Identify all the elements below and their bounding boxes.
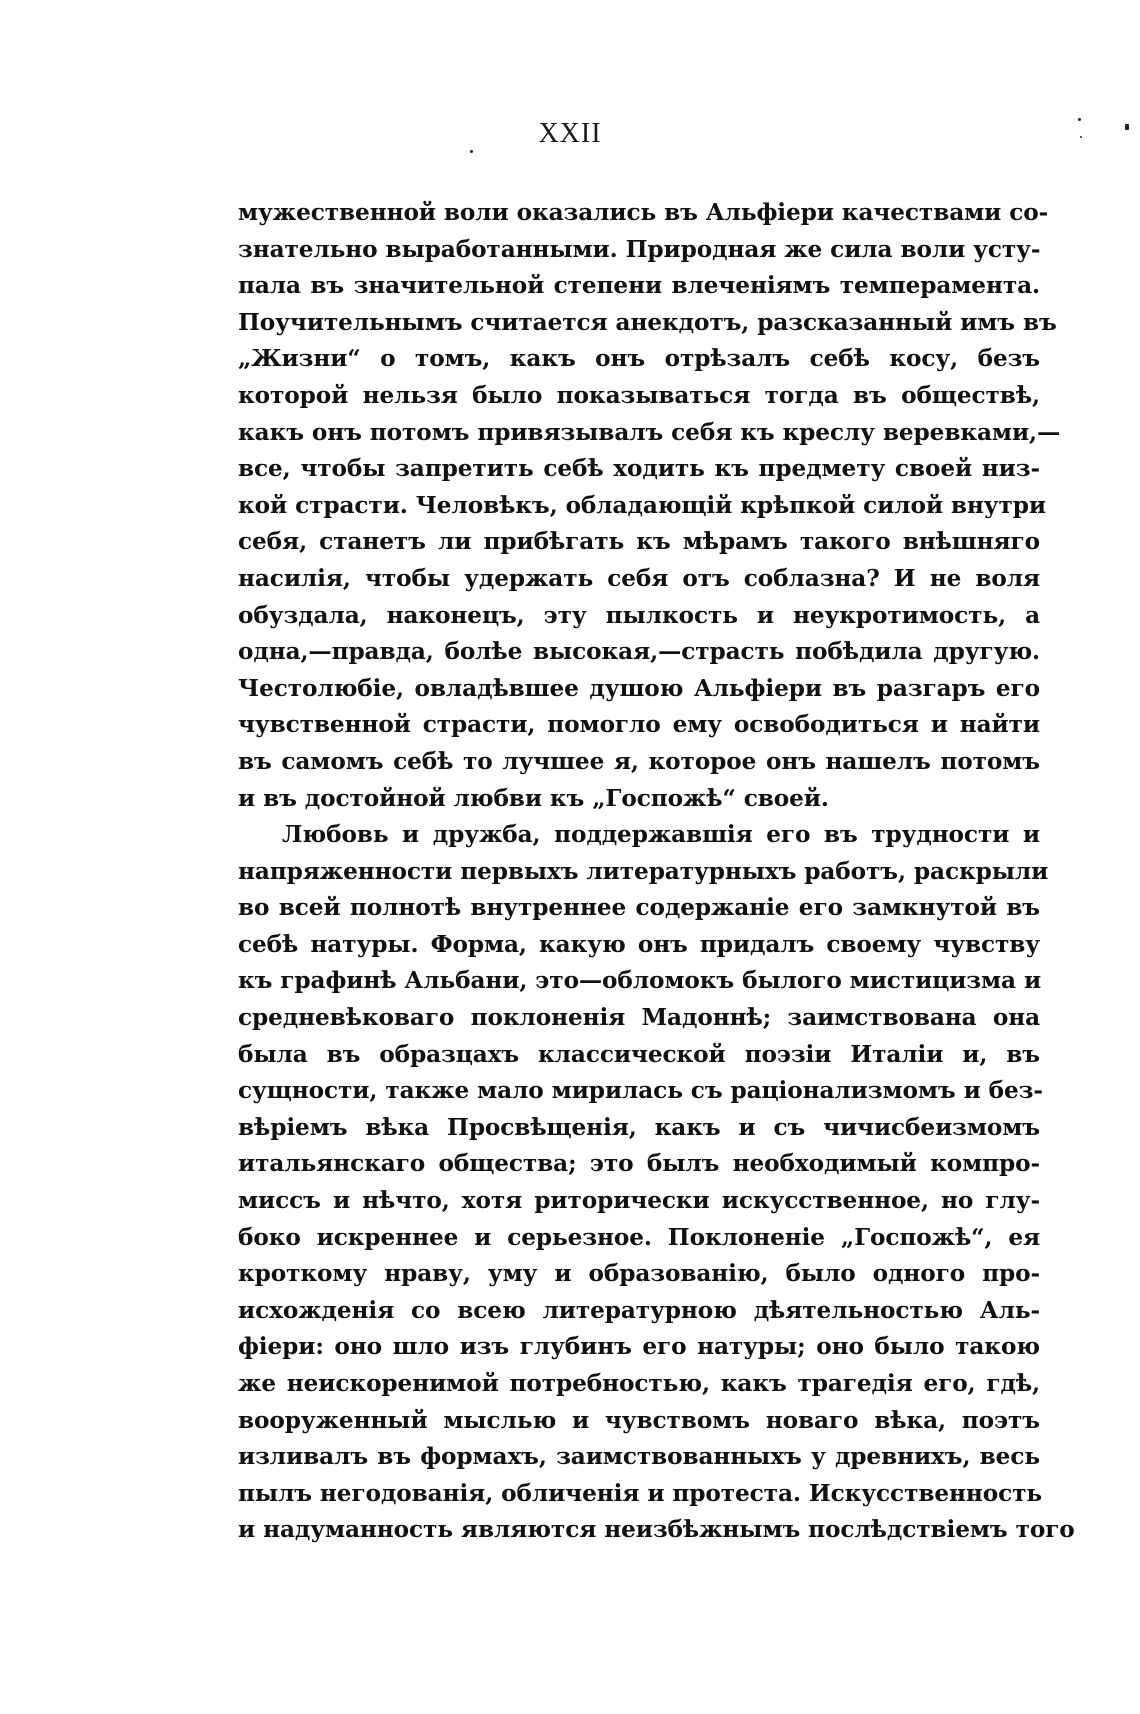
page-number: XXII — [538, 118, 602, 149]
text-line: которой нельзя было показываться тогда въ обществѣ, — [238, 381, 1040, 409]
text-line: исхожденія со всею литературною дѣятельностью Аль- — [238, 1296, 1040, 1324]
text-line: пылъ негодованія, обличенія и протеста. Искусственность — [238, 1479, 1043, 1507]
text-line: чувственной страсти, помогло ему освободиться и найти — [238, 711, 1040, 739]
text-line: фіери: оно шло изъ глубинъ его натуры; оно было такою — [238, 1333, 1040, 1361]
text-line: обуздала, наконецъ, эту пылкость и неукротимость, а — [238, 601, 1040, 629]
text-line: миссъ и нѣчто, хотя риторически искусственное, но глу- — [238, 1187, 1040, 1215]
text-line: вѣріемъ вѣка Просвѣщенія, какъ и съ чичисбеизмомъ — [238, 1113, 1040, 1141]
text-line: къ графинѣ Альбани, это—обломокъ былого мистицизма и — [238, 967, 1042, 995]
text-line: средневѣковаго поклоненія Мадоннѣ; заимствована она — [238, 1004, 1040, 1032]
print-speck — [1078, 118, 1081, 121]
text-line: кой страсти. Человѣкъ, обладающій крѣпкой силой внутри — [238, 491, 1047, 519]
print-speck — [470, 150, 473, 153]
text-line: боко искреннее и серьезное. Поклоненіе „Госпожѣ“, ея — [238, 1223, 1040, 1251]
paragraph-2 — [238, 817, 1075, 1549]
text-line: какъ онъ потомъ привязывалъ себя къ креслу веревками,— — [238, 418, 1061, 446]
text-line: напряженности первыхъ литературныхъ работъ, раскрыли — [238, 857, 1049, 885]
text-line: же неискоренимой потребностью, какъ трагедія его, гдѣ, — [238, 1370, 1040, 1397]
text-line: знательно выработанными. Природная же сила воли усту- — [238, 235, 1041, 263]
text-line: и надуманность являются неизбѣжнымъ послѣдствіемъ того — [238, 1516, 1075, 1544]
text-line: все, чтобы запретить себѣ ходить къ предмету своей низ- — [238, 455, 1040, 483]
text-line: Поучительнымъ считается анекдотъ, разсказанный имъ въ — [238, 308, 1057, 336]
text-line: пала въ значительной степени влеченіямъ темперамента. — [238, 272, 1040, 300]
text-line: изливалъ въ формахъ, заимствованныхъ у древнихъ, весь — [238, 1443, 1040, 1471]
text-line: „Жизни“ о томъ, какъ онъ отрѣзалъ себѣ косу, безъ — [238, 345, 1040, 373]
text-line: себя, станетъ ли прибѣгать къ мѣрамъ такого внѣшняго — [238, 528, 1040, 556]
text-line: Честолюбіе, овладѣвшее душою Альфіери въ разгаръ его — [238, 674, 1040, 702]
text-line: во всей полнотѣ внутреннее содержаніе его замкнутой въ — [238, 894, 1040, 922]
text-line: мужественной воли оказались въ Альфіери качествами со- — [238, 199, 1049, 226]
text-line: и въ достойной любви къ „Госпожѣ“ своей. — [238, 784, 829, 812]
text-line: итальянскаго общества; это былъ необходимый компро- — [238, 1150, 1040, 1178]
text-line: сущности, также мало мирилась съ раціонализмомъ и без- — [238, 1077, 1043, 1105]
paragraph-1 — [238, 195, 1061, 817]
text-line: вооруженный мыслью и чувствомъ новаго вѣка, поэтъ — [238, 1406, 1040, 1434]
text-line: одна,—правда, болѣе высокая,—страсть побѣдила другую. — [238, 638, 1040, 666]
text-line: въ самомъ себѣ то лучшее я, которое онъ нашелъ потомъ — [238, 747, 1040, 775]
text-line: Любовь и дружба, поддержавшія его въ трудности и — [282, 821, 1040, 849]
print-speck — [1125, 124, 1129, 130]
print-speck — [1080, 136, 1082, 138]
text-line: насилія, чтобы удержать себя отъ соблазна? И не воля — [238, 564, 1040, 592]
text-line: кроткому нраву, уму и образованію, было одного про- — [238, 1260, 1040, 1288]
text-line: была въ образцахъ классической поэзіи Италіи и, въ — [238, 1040, 1040, 1068]
body-text — [238, 195, 1075, 1549]
text-line: себѣ натуры. Форма, какую онъ придалъ своему чувству — [238, 930, 1040, 958]
